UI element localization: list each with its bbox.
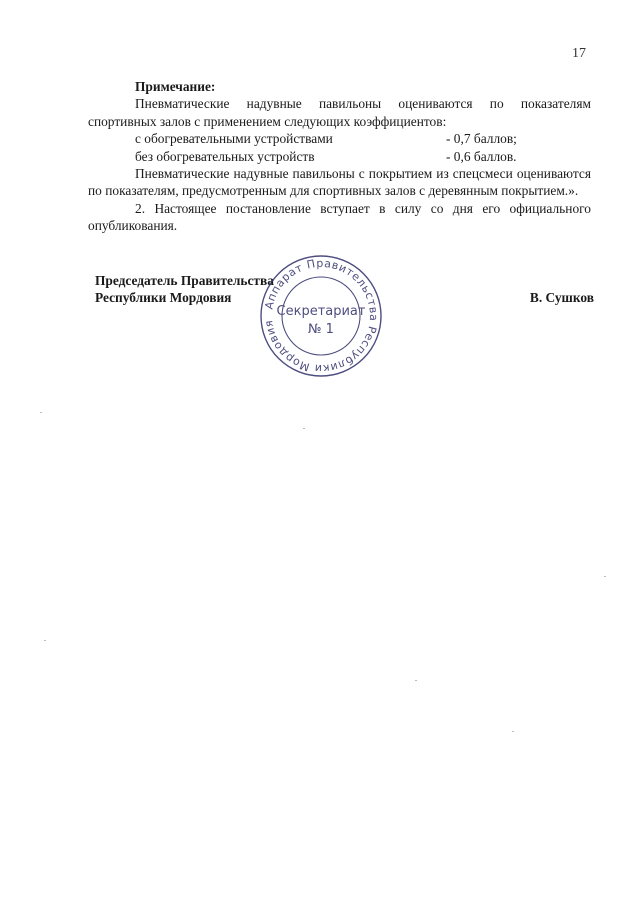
scan-speck [303,428,305,429]
note-paragraph-2: Пневматические надувные павильоны с покрытием из спецсмеси оцениваются по показателям, предусмотренным для спортивных залов с деревянным покрытием.». [88,166,591,199]
scan-speck [44,640,46,641]
scan-speck [40,412,42,413]
signatory-name: В. Сушков [529,290,594,305]
coefficient-row [88,130,591,147]
note-title: Примечание: [135,79,216,94]
scan-speck [415,680,417,681]
coefficient-label: без обогревательных устройств [135,148,315,164]
official-stamp [258,253,384,379]
coefficient-label: с обогревательными устройствами [135,131,333,147]
scan-speck [604,576,606,577]
stamp-center-line-2: № 1 [308,322,334,337]
document-body [88,78,591,235]
coefficient-row [88,148,591,165]
stamp-center-line-1: Секретариат [276,304,366,319]
scan-speck [512,731,514,732]
page-number: 17 [572,46,586,61]
stamp-ring-text: Аппарат Правительства Республики Мордовия [262,256,381,376]
resolution-clause-2: 2. Настоящее постановление вступает в силу со дня его официального опубликования. [88,200,591,234]
note-paragraph-1: Пневматические надувные павильоны оцениваются по показателям спортивных залов с применением следующих коэффициентов: [88,96,591,129]
signatory-position [95,272,274,307]
signatory-position-line-1: Председатель Правительства [95,273,274,288]
signatory-position-line-2: Республики Мордовия [95,290,232,306]
coefficient-value: - 0,6 баллов. [446,148,517,164]
coefficient-value: - 0,7 баллов; [446,131,517,147]
